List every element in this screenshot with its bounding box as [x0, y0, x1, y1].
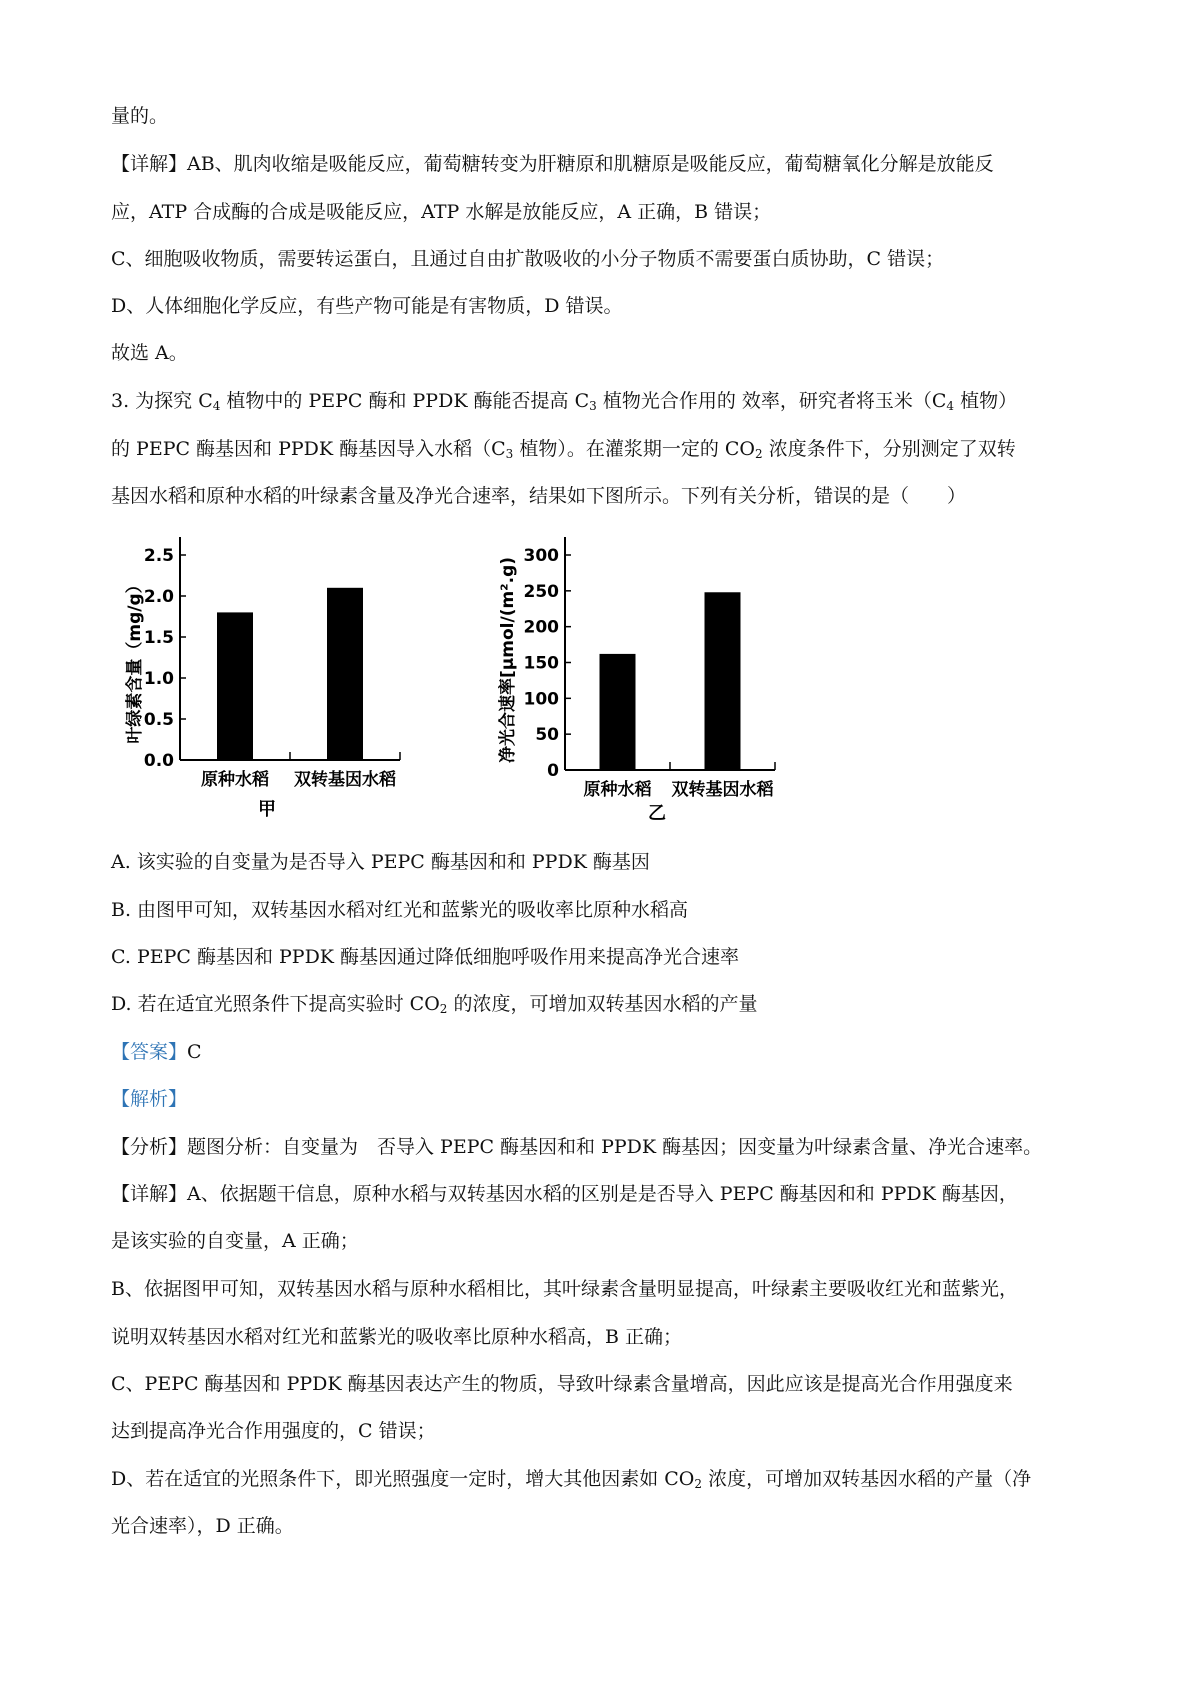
y-tick-label: 1.0: [143, 669, 174, 689]
chart-caption: 乙: [648, 803, 666, 824]
y-tick-label: 150: [523, 653, 559, 674]
text-line: 基因水稻和原种水稻的叶绿素含量及净光合速率，结果如下图所示。下列有关分析，错误的是（ ）: [111, 485, 967, 507]
y-axis-label: 净光合速率[μmol/(m².g): [498, 556, 518, 764]
text-line: 的 PEPC 酶基因和 PPDK 酶基因导入水稻（$C_3$ 植物）。在灌浆期一定的 $CO_2$ 浓度条件下，分别测定了双转: [111, 438, 1016, 461]
y-tick-label: 2.0: [143, 587, 174, 607]
chart-caption: 甲: [258, 799, 276, 820]
text-line: 【详解】AB、肌肉收缩是吸能反应，葡萄糖转变为肝糖原和肌糖原是吸能反应，葡萄糖氧化分解是放能反: [111, 153, 994, 175]
x-tick-label: 双转基因水稻: [671, 780, 774, 800]
y-tick-label: 200: [523, 617, 559, 638]
text-line: 故选 A。: [111, 342, 188, 364]
answer-line: [111, 1040, 202, 1064]
text-line: B、依据图甲可知，双转基因水稻与原种水稻相比，其叶绿素含量明显提高，叶绿素主要吸收红光和蓝紫光，: [111, 1278, 1018, 1300]
text-line: 达到提高净光合作用强度的，C 错误；: [111, 1420, 436, 1442]
x-tick-label: 原种水稻: [583, 780, 652, 800]
chart-chlorophyll: [100, 525, 440, 825]
answer-label: 【答案】: [111, 1041, 188, 1063]
y-tick-label: 250: [523, 581, 559, 602]
text-line: C、PEPC 酶基因和 PPDK 酶基因表达产生的物质，导致叶绿素含量增高，因此应该是提高光合作用强度来: [111, 1373, 1013, 1395]
option-d: D. 若在适宜光照条件下提高实验时 $CO_2$ 的浓度，可增加双转基因水稻的产量: [111, 993, 758, 1016]
answer-value: C: [187, 1041, 202, 1063]
y-axis-label: 叶绿素含量（mg/g）: [125, 576, 145, 744]
text-line: 说明双转基因水稻对红光和蓝紫光的吸收率比原种水稻高，B 正确；: [111, 1326, 683, 1348]
text-line: 【分析】题图分析：自变量为 否导入 PEPC 酶基因和和 PPDK 酶基因；因变量为叶绿素含量、净光合速率。: [111, 1136, 1043, 1158]
chart-photosynthesis-rate: [485, 530, 805, 830]
y-tick-label: 0.0: [143, 751, 174, 771]
y-tick-label: 1.5: [143, 628, 174, 648]
analysis-label: 【解析】: [111, 1088, 188, 1110]
bar: [705, 592, 741, 770]
bar: [600, 654, 636, 770]
text-line: 量的。: [111, 105, 169, 127]
y-tick-label: 300: [523, 546, 559, 566]
text-line: 应，ATP 合成酶的合成是吸能反应，ATP 水解是放能反应，A 正确，B 错误；: [111, 201, 772, 223]
text-line: D、若在适宜的光照条件下，即光照强度一定时，增大其他因素如 $CO_2$ 浓度，可增加双转基因水稻的产量（净: [111, 1468, 1032, 1491]
option-c: C. PEPC 酶基因和 PPDK 酶基因通过降低细胞呼吸作用来提高净光合速率: [111, 946, 740, 968]
question-3-stem: 3. 为探究 $C_4$ 植物中的 PEPC 酶和 PPDK 酶能否提高 $C_3$ 植物光合作用的 效率，研究者将玉米（$C_4$ 植物）: [111, 390, 1018, 413]
y-tick-label: 0.5: [143, 710, 174, 730]
bar: [327, 588, 363, 760]
option-b: B. 由图甲可知，双转基因水稻对红光和蓝紫光的吸收率比原种水稻高: [111, 899, 689, 921]
text-line: 光合速率），D 正确。: [111, 1515, 294, 1537]
y-tick-label: 0: [547, 761, 559, 781]
y-tick-label: 2.5: [143, 546, 174, 566]
x-tick-label: 双转基因水稻: [294, 770, 396, 790]
option-a: A. 该实验的自变量为是否导入 PEPC 酶基因和和 PPDK 酶基因: [111, 851, 650, 873]
y-tick-label: 100: [523, 689, 559, 710]
text-line: C、细胞吸收物质，需要转运蛋白，且通过自由扩散吸收的小分子物质不需要蛋白质协助，C 错误；: [111, 248, 945, 270]
text-line: D、人体细胞化学反应，有些产物可能是有害物质，D 错误。: [111, 295, 623, 317]
text-line: 是该实验的自变量，A 正确；: [111, 1230, 359, 1252]
text-line: 【详解】A、依据题干信息，原种水稻与双转基因水稻的区别是是否导入 PEPC 酶基因和和 PPDK 酶基因，: [111, 1183, 1018, 1205]
y-tick-label: 50: [535, 725, 559, 746]
x-tick-label: 原种水稻: [201, 770, 269, 790]
bar: [217, 612, 253, 760]
